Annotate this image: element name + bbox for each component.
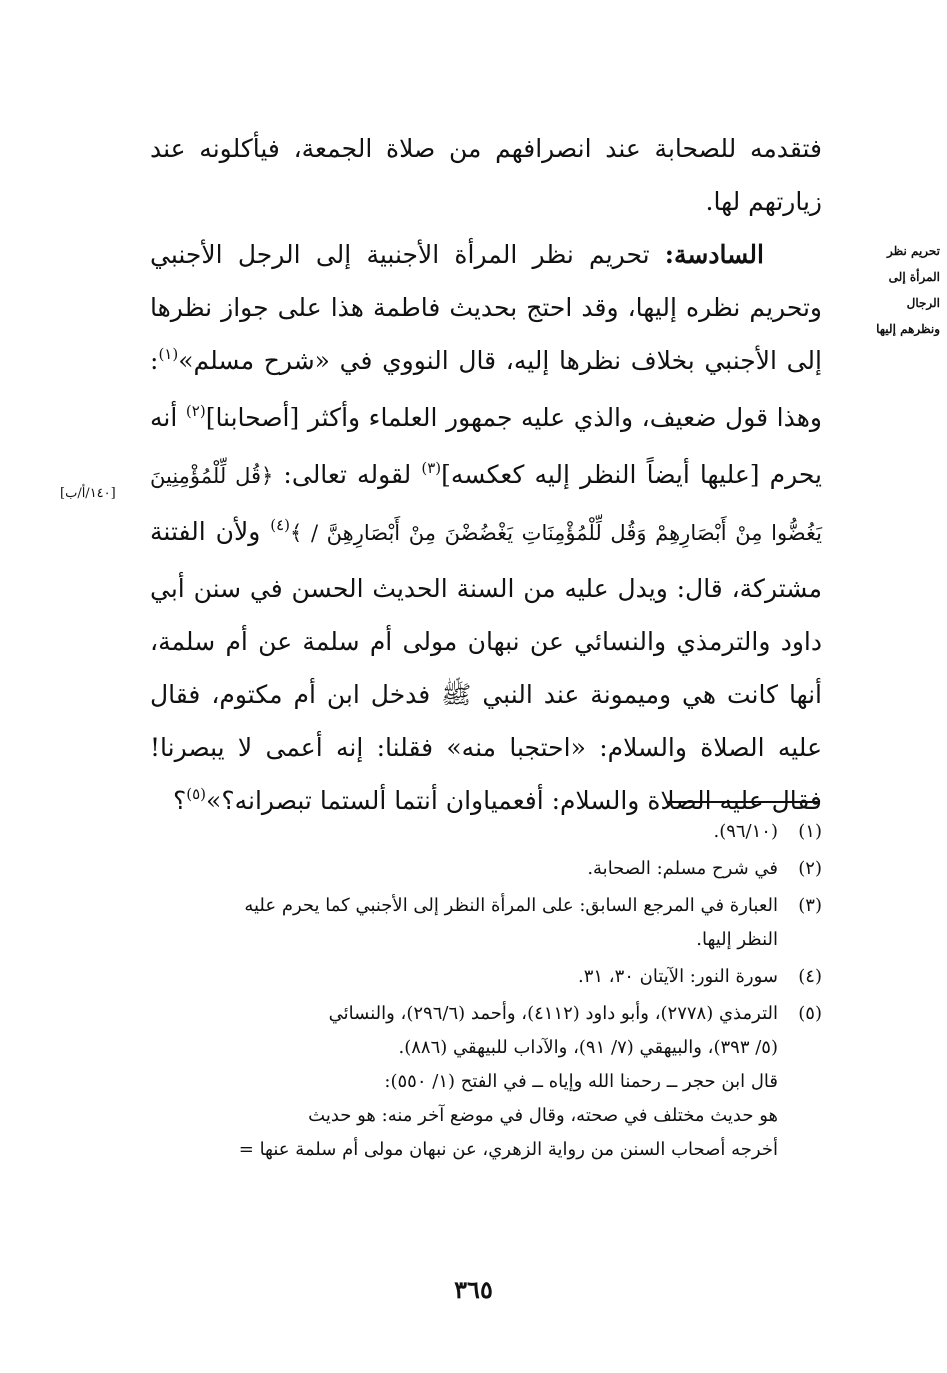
- footnote-text: [150, 997, 778, 1167]
- quran-verse: ﴿قُل لِّلْمُؤْمِنِينَ يَغُضُّوا مِنْ أَبْصَارِهِمْ وَقُل لِّلْمُؤْمِنَاتِ يَغْضُضْنَ مِنْ أَبْصَارِهِنَّ / ﴾: [150, 464, 822, 545]
- footnote-text: [150, 815, 778, 849]
- footnote-4: [150, 960, 822, 994]
- footnote-line: النظر إليها.: [696, 929, 778, 950]
- margin-note-line: المرأة إلى: [888, 270, 940, 284]
- footnote-line: الترمذي (٢٧٧٨)، وأبو داود (٤١١٢)، وأحمد (٢٩٦/٦)، والنسائي: [328, 1003, 778, 1024]
- footnote-ref-2: (٢): [185, 402, 206, 420]
- paragraph-2-end: ؟: [172, 786, 187, 815]
- paragraph-2-text-3: أنه يحرم [عليها أيضاً النظر إليه كعكسه]: [150, 403, 822, 489]
- page-number: ٣٦٥: [454, 1275, 493, 1304]
- paragraph-2-text-5: ولأن الفتنة مشتركة، قال: ويدل عليه من السنة الحديث الحسن في سنن أبي داود والترمذي والنسائي عن نبهان مولى أم سلمة عن أم سلمة، أنها كانت هي وميمونة عند النبي ﷺ فدخل ابن أم مكتوم، فقال عليه الصلاة والسلام: «احتجبا منه» فقلنا: إنه أعمى لا يبصرنا! فقال عليه الصلاة والسلام: أفعمياوان أنتما ألستما تبصرانه؟»: [150, 517, 823, 815]
- footnote-2: [150, 852, 822, 886]
- footnote-ref-5: (٥): [186, 785, 207, 803]
- margin-note: [830, 238, 940, 342]
- footnote-line: (٩٦/١٠).: [713, 821, 778, 842]
- footnote-line: قال ابن حجر ــ رحمنا الله وإياه ــ في الفتح (١/ ٥٥٠):: [384, 1071, 778, 1092]
- footnote-text: [150, 852, 778, 886]
- footnote-line: في شرح مسلم: الصحابة.: [587, 858, 778, 879]
- footnote-5: [150, 997, 822, 1167]
- footnote-ref-3: (٣): [421, 459, 442, 477]
- paragraph-2-text-1: تحريم نظر المرأة الأجنبية إلى الرجل الأجنبي وتحريم نظره إليها، وقد احتج بحديث فاطمة هذا على جواز نظرها إلى الأجنبي بخلاف نظرها إليه، قال النووي في «شرح مسلم»: [150, 240, 822, 375]
- manuscript-reference: [١٤٠/أ/ب]: [60, 486, 116, 501]
- footnote-line: العبارة في المرجع السابق: على المرأة النظر إلى الأجنبي كما يحرم عليه: [244, 895, 778, 916]
- footnote-separator: [668, 801, 820, 803]
- margin-note-line: ونظرهم إليها: [876, 322, 940, 336]
- footnote-number: (٢): [798, 858, 822, 879]
- paragraph-2-label: السادسة:: [664, 240, 764, 269]
- paragraph-2-text-4: لقوله تعالى:: [273, 460, 422, 489]
- footnote-text: [150, 889, 778, 957]
- main-text: [150, 122, 822, 831]
- footnote-ref-1: (١): [158, 345, 179, 363]
- footnotes: [150, 815, 822, 1170]
- paragraph-2-text-2: : وهذا قول ضعيف، والذي عليه جمهور العلماء وأكثر [أصحابنا]: [150, 346, 822, 432]
- footnote-line: هو حديث مختلف في صحته، وقال في موضع آخر منه: هو حديث: [308, 1105, 778, 1126]
- footnote-number: (١): [798, 821, 822, 842]
- paragraph-1: فتقدمه للصحابة عند انصرافهم من صلاة الجمعة، فيأكلونه عند زيارتهم لها.: [150, 134, 822, 216]
- footnote-ref-4: (٤): [270, 516, 290, 534]
- footnote-3: [150, 889, 822, 957]
- paragraph-2: [150, 228, 822, 831]
- footnote-number: (٥): [798, 1003, 822, 1024]
- footnote-1: [150, 815, 822, 849]
- footnote-line: (٥/ ٣٩٣)، والبيهقي (٧/ ٩١)، والآداب للبيهقي (٨٨٦).: [398, 1037, 778, 1058]
- footnote-text: [150, 960, 778, 994]
- footnote-number: (٤): [798, 966, 822, 987]
- footnote-number: (٣): [798, 895, 822, 916]
- margin-note-line: الرجال: [906, 296, 940, 310]
- footnote-line: سورة النور: الآيتان ٣٠، ٣١.: [577, 966, 778, 987]
- footnote-line: أخرجه أصحاب السنن من رواية الزهري، عن نبهان مولى أم سلمة عنها =: [238, 1139, 778, 1160]
- margin-note-line: تحريم نظر: [886, 244, 940, 258]
